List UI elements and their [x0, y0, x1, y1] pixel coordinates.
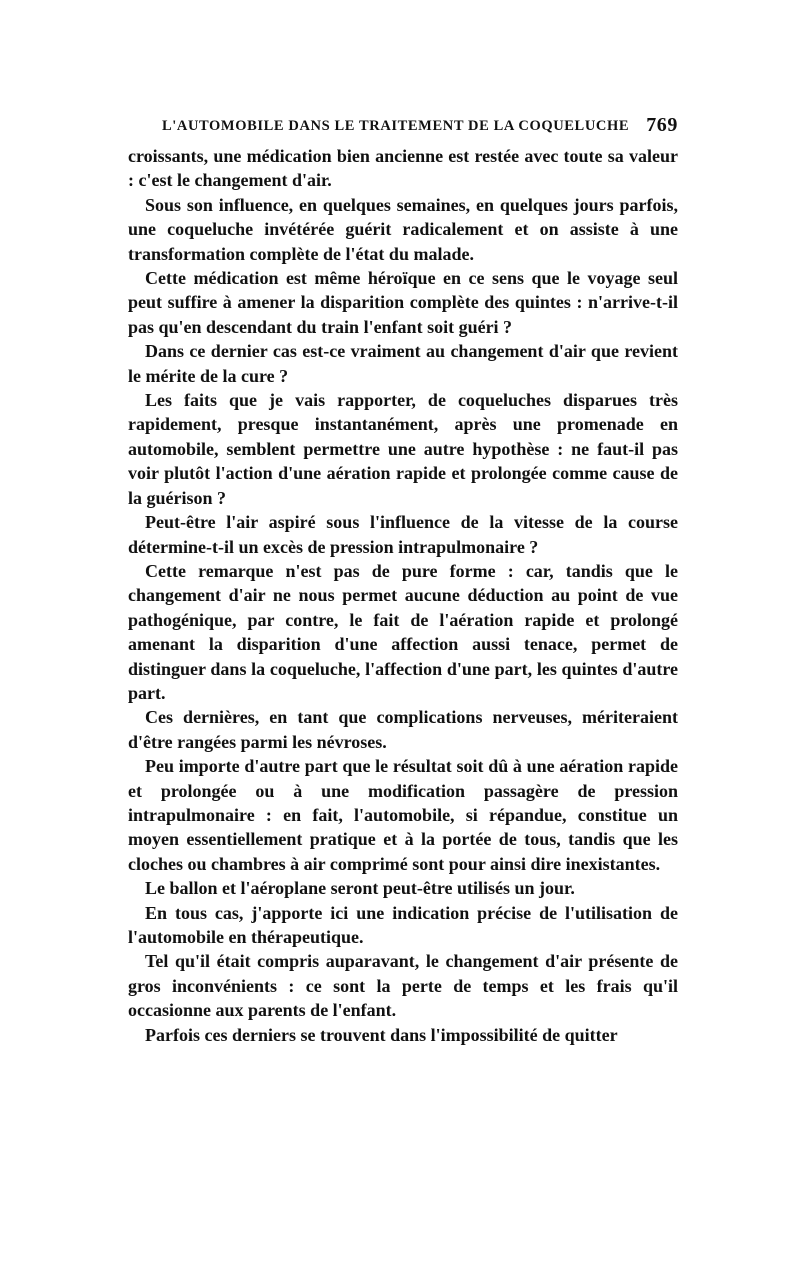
- paragraph: Dans ce dernier cas est-ce vraiment au changement d'air que revient le mérite de la cure ?: [128, 341, 678, 386]
- paragraph: croissants, une médication bien ancienne est restée avec toute sa valeur : c'est le changement d'air.: [128, 146, 678, 191]
- paragraph: Sous son influence, en quelques semaines, en quelques jours parfois, une coqueluche invétérée guérit radicalement et on assiste à une transformation complète de l'état du malade.: [128, 194, 678, 264]
- paragraph: Ces dernières, en tant que complications nerveuses, mériteraient d'être rangées parmi les névroses.: [128, 707, 678, 752]
- paragraph: Peu importe d'autre part que le résultat soit dû à une aération rapide et prolongée ou à une modification passagère de pression intrapulmonaire : en fait, l'automobile, si répandue, constitue un moyen essentiellement pratique et à la portée de tous, tandis que les cloches ou chambres à air comprimé sont pour ainsi dire inexistantes.: [128, 756, 678, 874]
- page-number: 769: [646, 114, 678, 136]
- paragraph: En tous cas, j'apporte ici une indication précise de l'utilisation de l'automobile en thérapeutique.: [128, 902, 678, 947]
- paragraph: Tel qu'il était compris auparavant, le changement d'air présente de gros inconvénients : ce sont la perte de temps et les frais qu'il occasionne aux parents de l'enfant.: [128, 951, 678, 1021]
- paragraph: Parfois ces derniers se trouvent dans l'impossibilité de quitter: [145, 1024, 618, 1045]
- paragraph: Les faits que je vais rapporter, de coqueluches disparues très rapidement, presque instantanément, après une promenade en automobile, semblent permettre une autre hypothèse : ne faut-il pas voir plutôt l'action d'une aération rapide et prolongée comme cause de la guérison ?: [128, 390, 678, 508]
- paragraph: Le ballon et l'aéroplane seront peut-être utilisés un jour.: [145, 878, 575, 899]
- paragraph: Cette remarque n'est pas de pure forme : car, tandis que le changement d'air ne nous permet aucune déduction au point de vue pathogénique, par contre, le fait de l'aération rapide et prolongé amenant la disparition d'une affection aussi tenace, permet de distinguer dans la coqueluche, l'affection d'une part, les quintes d'autre part.: [128, 560, 678, 703]
- paragraph: Peut-être l'air aspiré sous l'influence de la vitesse de la course détermine-t-il un excès de pression intrapulmonaire ?: [128, 512, 678, 557]
- book-page: [128, 108, 678, 1047]
- running-header: [128, 108, 678, 144]
- body-text: [128, 144, 678, 1047]
- running-title: L'AUTOMOBILE DANS LE TRAITEMENT DE LA COQUELUCHE: [162, 118, 630, 134]
- paragraph: Cette médication est même héroïque en ce sens que le voyage seul peut suffire à amener la disparition complète des quintes : n'arrive-t-il pas qu'en descendant du train l'enfant soit guéri ?: [128, 268, 678, 337]
